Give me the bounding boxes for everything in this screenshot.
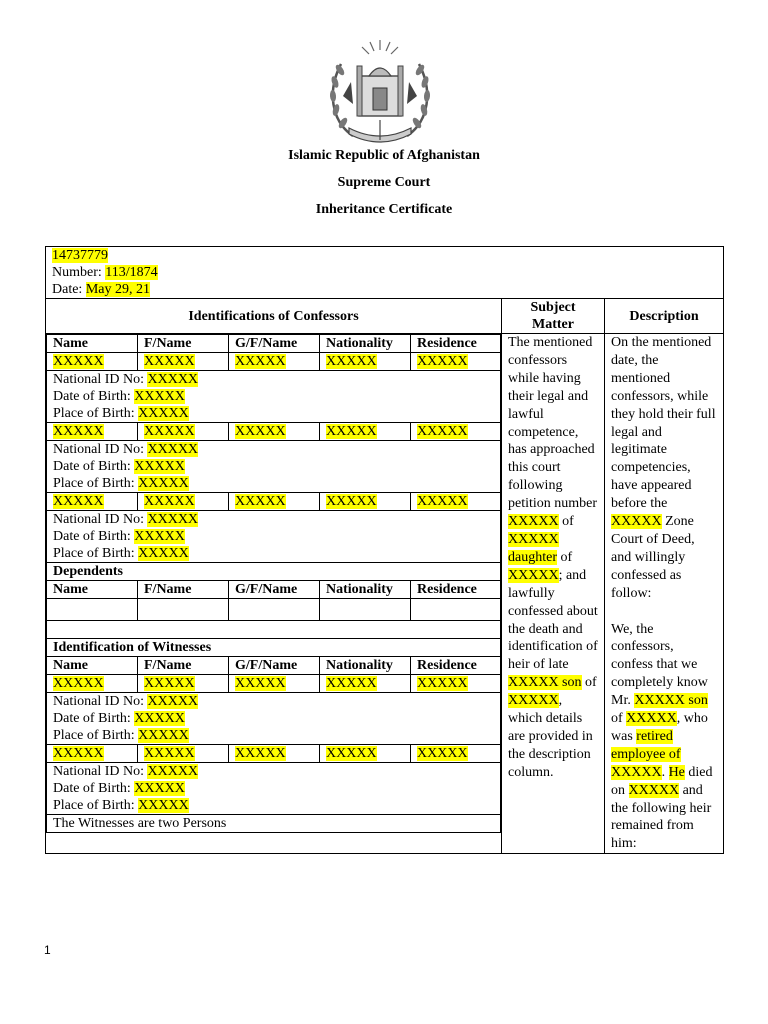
column-header: F/Name [138, 335, 229, 353]
national-id-value: XXXXX [147, 372, 199, 387]
confessors-details [47, 511, 501, 563]
body-text: of [558, 514, 574, 530]
body-text: On the mentioned date, the mentioned confessors, while they hold their full legal and legitimate competencies, have appeared before the [611, 335, 716, 512]
subject-matter-text [502, 334, 605, 854]
witnesses-nationality-cell [320, 675, 411, 693]
date-of-birth-value: XXXXX [134, 529, 185, 544]
date-of-birth-value: XXXXX [134, 711, 185, 726]
national-id-label: National ID No: [53, 442, 148, 457]
empty-cell [320, 599, 411, 621]
column-header: Residence [411, 581, 501, 599]
date-of-birth-label: Date of Birth: [53, 389, 135, 404]
confessors-gfname-cell [229, 423, 320, 441]
confessors-name: XXXXX [53, 354, 104, 369]
confessors-details-row [47, 441, 501, 493]
witnesses-gfname-cell [229, 745, 320, 763]
confessors-gfname-cell [229, 353, 320, 371]
confessors-nationality: XXXXX [326, 494, 377, 509]
national-id-value: XXXXX [147, 512, 199, 527]
national-id-value: XXXXX [147, 694, 199, 709]
confessors-name: XXXXX [53, 424, 104, 439]
national-id-label: National ID No: [53, 372, 148, 387]
national-id-line [53, 693, 494, 710]
national-id-line [53, 441, 494, 458]
confessors-nationality-cell [320, 423, 411, 441]
confessors-details-row [47, 371, 501, 423]
body-text: . [661, 764, 669, 780]
place-of-birth-value: XXXXX [138, 476, 189, 491]
date-of-birth-value: XXXXX [134, 389, 185, 404]
confessors-row [47, 353, 501, 371]
column-header: G/F/Name [229, 657, 320, 675]
column-header: Name [47, 335, 138, 353]
number-label: Number: [52, 265, 106, 280]
body-text: of [611, 711, 627, 727]
column-header-row [47, 657, 501, 675]
page-number: 1 [44, 943, 51, 957]
witnesses-row [47, 675, 501, 693]
highlighted-text: XXXXX [508, 693, 559, 709]
place-of-birth-line [53, 545, 494, 562]
confessors-gfname: XXXXX [235, 424, 286, 439]
highlighted-text: XXXXX [508, 514, 559, 530]
national-id-value: XXXXX [147, 442, 199, 457]
witnesses-nationality: XXXXX [326, 676, 377, 691]
confessors-details-row [47, 511, 501, 563]
column-header: Nationality [320, 657, 411, 675]
confessors-nationality-cell [320, 353, 411, 371]
witnesses-name-cell [47, 675, 138, 693]
date-of-birth-line [53, 528, 494, 545]
empty-cell [411, 599, 501, 621]
confessors-name-cell [47, 493, 138, 511]
certificate-number: 113/1874 [105, 265, 158, 280]
column-header-row [47, 581, 501, 599]
witness-note-row [47, 815, 501, 833]
highlighted-text: XXXXX [628, 782, 680, 798]
witnesses-nationality: XXXXX [326, 746, 377, 761]
confessors-gfname-cell [229, 493, 320, 511]
description-text [605, 334, 724, 854]
witnesses-details-row [47, 693, 501, 745]
witnesses-details [47, 763, 501, 815]
parties-inner-table [46, 334, 501, 833]
confessors-nationality: XXXXX [326, 424, 377, 439]
witnesses-fname: XXXXX [144, 676, 195, 691]
place-of-birth-label: Place of Birth: [53, 728, 139, 743]
confessors-residence: XXXXX [417, 354, 468, 369]
witnesses-fname-cell [138, 675, 229, 693]
witnesses-nationality-cell [320, 745, 411, 763]
place-of-birth-value: XXXXX [138, 728, 189, 743]
witnesses-fname-cell [138, 745, 229, 763]
place-of-birth-line [53, 797, 494, 814]
empty-cell [229, 599, 320, 621]
confessors-fname: XXXXX [144, 424, 195, 439]
confessors-residence: XXXXX [417, 424, 468, 439]
column-header: Nationality [320, 335, 411, 353]
confessors-gfname: XXXXX [235, 354, 286, 369]
column-header: Nationality [320, 581, 411, 599]
confessors-nationality: XXXXX [326, 354, 377, 369]
witnesses-header-row [47, 639, 501, 657]
place-of-birth-label: Place of Birth: [53, 546, 139, 561]
confessors-residence-cell [411, 353, 501, 371]
place-of-birth-label: Place of Birth: [53, 798, 139, 813]
confessors-name: XXXXX [53, 494, 104, 509]
date-of-birth-value: XXXXX [134, 459, 185, 474]
country-heading: Islamic Republic of Afghanistan [288, 148, 480, 163]
witness-note: The Witnesses are two Persons [47, 815, 501, 833]
confessors-details [47, 441, 501, 493]
confessors-fname-cell [138, 493, 229, 511]
dependents-empty-row [47, 599, 501, 621]
highlighted-text: XXXXX [611, 514, 662, 530]
highlighted-text: retired employee of XXXXX [611, 728, 681, 780]
national-id-value: XXXXX [147, 764, 199, 779]
national-id-label: National ID No: [53, 694, 148, 709]
confessors-fname-cell [138, 353, 229, 371]
body-text: , which details are provided in the description column. [508, 693, 593, 780]
date-of-birth-line [53, 458, 494, 475]
column-header: Name [47, 581, 138, 599]
certificate-meta [46, 247, 724, 299]
body-text: and the following heir remained from him: [611, 782, 712, 852]
witnesses-details [47, 693, 501, 745]
confessors-name-cell [47, 353, 138, 371]
afghanistan-emblem [323, 36, 437, 148]
confessors-name-cell [47, 423, 138, 441]
column-header: G/F/Name [229, 335, 320, 353]
dependents-header-row [47, 563, 501, 581]
place-of-birth-label: Place of Birth: [53, 476, 139, 491]
date-of-birth-line [53, 388, 494, 405]
witnesses-residence: XXXXX [417, 676, 468, 691]
witnesses-gfname: XXXXX [235, 746, 286, 761]
national-id-line [53, 763, 494, 780]
spacer-row [47, 621, 501, 639]
national-id-label: National ID No: [53, 764, 148, 779]
body-text: Zone Court of Deed, and willingly confessed as follow: [611, 514, 695, 601]
place-of-birth-line [53, 727, 494, 744]
body-text: of [556, 549, 573, 565]
highlighted-text: He [668, 764, 685, 780]
place-of-birth-value: XXXXX [138, 406, 189, 421]
date-of-birth-label: Date of Birth: [53, 711, 135, 726]
certificate-table [45, 246, 724, 854]
confessors-nationality-cell [320, 493, 411, 511]
parties-block [46, 334, 502, 854]
column-header: F/Name [138, 657, 229, 675]
certificate-date: May 29, 21 [85, 282, 150, 297]
witnesses-residence-cell [411, 745, 501, 763]
witnesses-name-cell [47, 745, 138, 763]
body-text: , who was [611, 711, 708, 744]
highlighted-text: XXXXX [626, 711, 677, 727]
witnesses-residence: XXXXX [417, 746, 468, 761]
confessors-row [47, 493, 501, 511]
empty-cell [47, 599, 138, 621]
document-title: Inheritance Certificate [315, 202, 453, 217]
national-id-line [53, 371, 494, 388]
dependents-header: Dependents [47, 563, 501, 581]
confessors-details [47, 371, 501, 423]
highlighted-text: XXXXX son [508, 675, 582, 691]
column-header: F/Name [138, 581, 229, 599]
body-text: The mentioned confessors while having their legal and lawful competence, has approached this court following petition number [508, 335, 598, 512]
column-header: Residence [411, 657, 501, 675]
court-heading: Supreme Court [337, 175, 431, 190]
national-id-line [53, 511, 494, 528]
column-header: Residence [411, 335, 501, 353]
date-of-birth-line [53, 710, 494, 727]
witnesses-details-row [47, 763, 501, 815]
witnesses-gfname: XXXXX [235, 676, 286, 691]
certificate-id: 14737779 [52, 248, 108, 263]
confessors-residence-cell [411, 493, 501, 511]
column-header: G/F/Name [229, 581, 320, 599]
confessors-residence-cell [411, 423, 501, 441]
date-of-birth-label: Date of Birth: [53, 529, 135, 544]
confessors-fname-cell [138, 423, 229, 441]
highlighted-text: XXXXX [508, 567, 559, 583]
confessors-section-header: Identifications of Confessors [46, 299, 502, 334]
empty-cell [138, 599, 229, 621]
place-of-birth-value: XXXXX [138, 546, 189, 561]
confessors-residence: XXXXX [417, 494, 468, 509]
place-of-birth-label: Place of Birth: [53, 406, 139, 421]
body-text: of [581, 675, 597, 691]
witnesses-header: Identification of Witnesses [47, 639, 501, 657]
witnesses-row [47, 745, 501, 763]
place-of-birth-value: XXXXX [138, 798, 189, 813]
confessors-row [47, 423, 501, 441]
witnesses-name: XXXXX [53, 676, 104, 691]
highlighted-text: XXXXX son [634, 693, 708, 709]
confessors-gfname: XXXXX [235, 494, 286, 509]
column-header: Name [47, 657, 138, 675]
witnesses-residence-cell [411, 675, 501, 693]
column-header-row [47, 335, 501, 353]
date-of-birth-label: Date of Birth: [53, 459, 135, 474]
confessors-fname: XXXXX [144, 354, 195, 369]
spacer-cell [47, 621, 501, 639]
date-of-birth-value: XXXXX [134, 781, 185, 796]
national-id-label: National ID No: [53, 512, 148, 527]
witnesses-fname: XXXXX [144, 746, 195, 761]
subject-matter-header: Subject Matter [502, 299, 605, 334]
date-label: Date: [52, 282, 86, 297]
body-text: died on [611, 764, 713, 798]
place-of-birth-line [53, 475, 494, 492]
body-text: We, the confessors, confess that we completely know Mr. [611, 621, 708, 709]
highlighted-text: XXXXX daughter [508, 531, 559, 565]
witnesses-gfname-cell [229, 675, 320, 693]
body-text: ; and lawfully confessed about the death and identification of heir of late [508, 567, 598, 673]
date-of-birth-line [53, 780, 494, 797]
date-of-birth-label: Date of Birth: [53, 781, 135, 796]
place-of-birth-line [53, 405, 494, 422]
description-header: Description [605, 299, 724, 334]
confessors-fname: XXXXX [144, 494, 195, 509]
witnesses-name: XXXXX [53, 746, 104, 761]
